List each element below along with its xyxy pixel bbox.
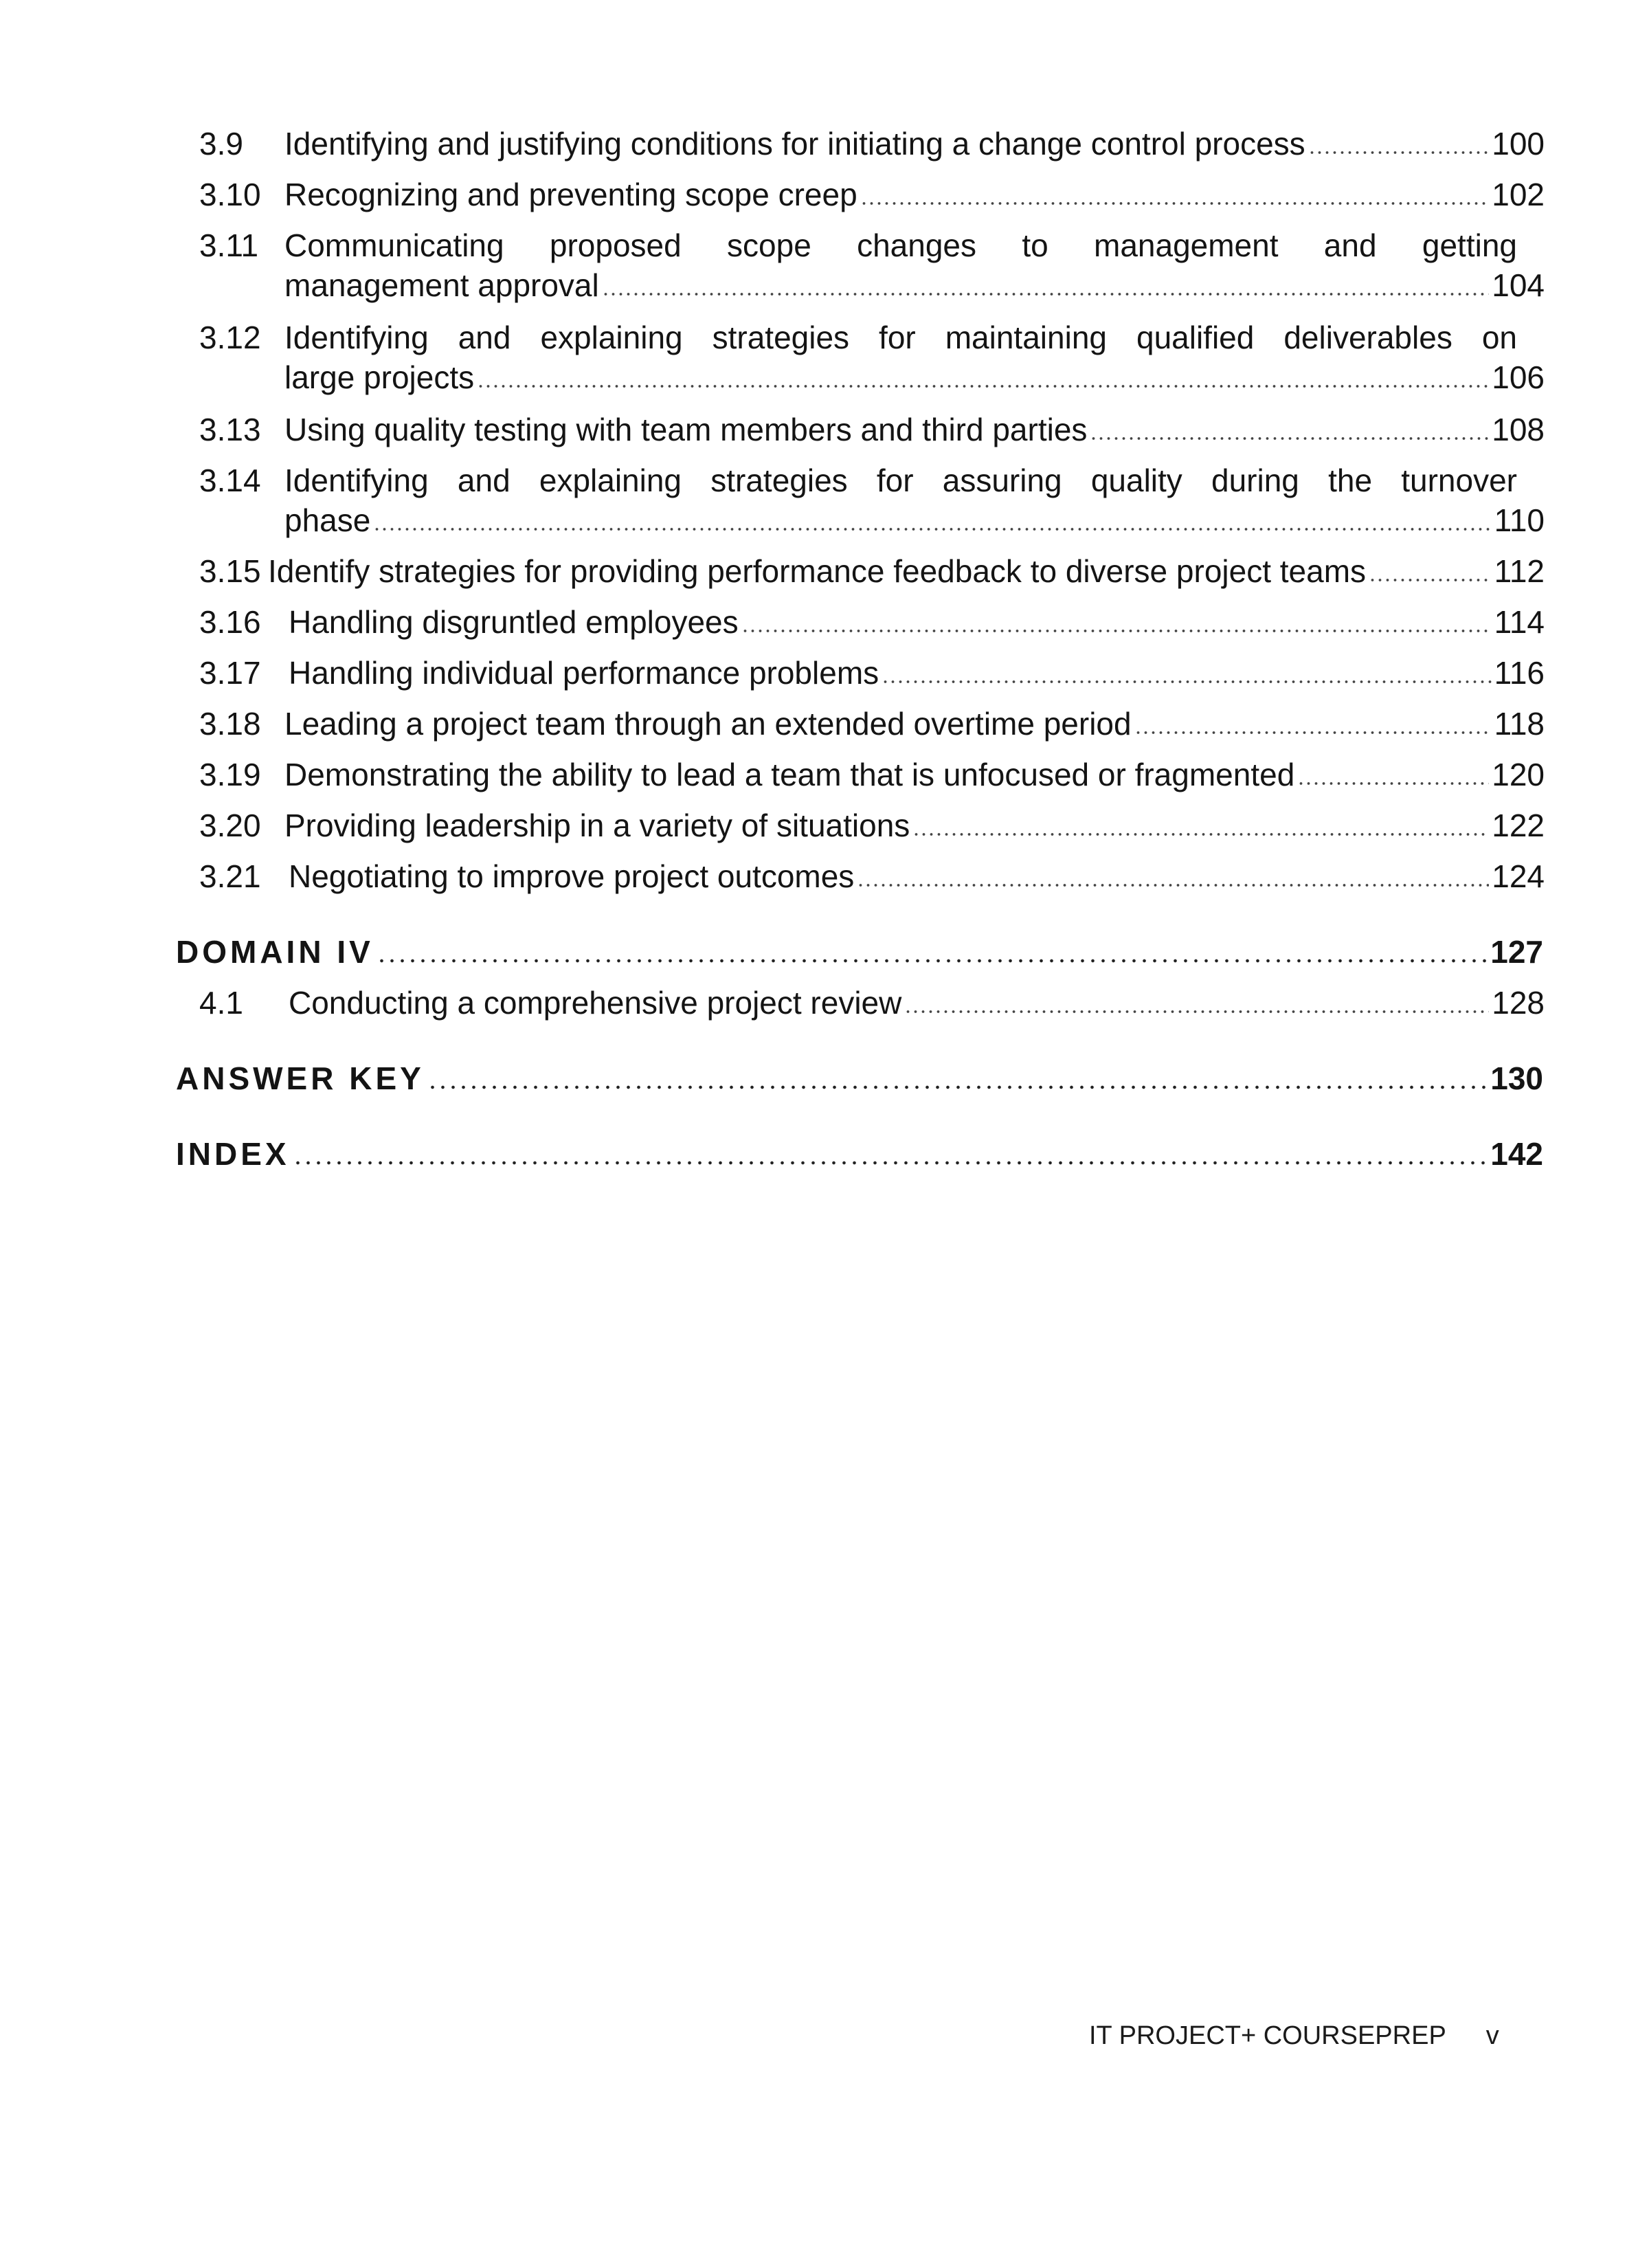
entry-page: 102	[1492, 177, 1545, 212]
toc-entry-3-13	[199, 410, 1545, 449]
entry-title: Using quality testing with team members and third parties	[284, 412, 1088, 447]
index-heading: INDEX	[176, 1136, 290, 1172]
dot-leader	[477, 384, 1489, 388]
entry-title-line1: Identifying and explaining strategies for maintaining qualified deliverables on	[284, 320, 1517, 355]
toc-entry-3-21	[199, 856, 1545, 896]
dot-leader	[1308, 151, 1490, 155]
toc-entry-3-14	[199, 460, 1545, 540]
answer-key-page: 130	[1490, 1060, 1543, 1096]
entry-page: 106	[1492, 359, 1545, 395]
entry-number: 3.17	[199, 655, 261, 691]
dot-leader	[860, 201, 1490, 205]
dot-leader	[741, 629, 1492, 633]
entry-number: 3.14	[199, 463, 261, 498]
entry-title: Conducting a comprehensive project review	[289, 985, 902, 1021]
dot-leader	[373, 527, 1491, 531]
toc-entry-3-15	[199, 551, 1545, 591]
entry-page: 112	[1494, 553, 1545, 589]
entry-number: 3.10	[199, 177, 261, 212]
dot-leader	[427, 1085, 1488, 1089]
entry-title-line1: Communicating proposed scope changes to management and getting	[284, 227, 1517, 263]
dot-leader	[882, 680, 1492, 684]
toc-entry-3-17	[199, 653, 1545, 693]
entry-page: 118	[1494, 706, 1545, 742]
domain-heading: DOMAIN IV	[176, 934, 374, 970]
footer-title: IT PROJECT+ COURSEPREP	[1089, 2021, 1446, 2050]
footer-page-number: v	[1485, 2021, 1499, 2050]
entry-title: Identify strategies for providing performance feedback to diverse project teams	[268, 553, 1367, 589]
toc-entry-3-20	[199, 805, 1545, 845]
entry-number: 3.16	[199, 604, 261, 640]
entry-page: 110	[1494, 502, 1545, 538]
entry-title: Identifying and justifying conditions for initiating a change control process	[284, 126, 1305, 162]
entry-number: 3.21	[199, 858, 261, 894]
dot-leader	[857, 883, 1489, 887]
dot-leader	[602, 292, 1490, 296]
toc-entry-3-19	[199, 755, 1545, 794]
dot-leader	[1134, 731, 1492, 735]
entry-title: Handling disgruntled employees	[289, 604, 739, 640]
entry-number: 3.20	[199, 808, 261, 843]
entry-title: Negotiating to improve project outcomes	[289, 858, 855, 894]
toc-index	[176, 1134, 1543, 1174]
toc-entry-3-18	[199, 704, 1545, 744]
entry-number: 3.15	[199, 553, 261, 589]
toc-entry-3-11	[199, 225, 1545, 305]
entry-page: 120	[1492, 757, 1545, 792]
toc-domain-iv	[176, 932, 1543, 972]
entry-title: Handling individual performance problems	[289, 655, 879, 691]
entry-page: 114	[1494, 604, 1545, 640]
entry-title: Recognizing and preventing scope creep	[284, 177, 857, 212]
entry-page: 104	[1492, 267, 1545, 303]
toc-entry-3-9	[199, 124, 1545, 164]
entry-title-line2: phase	[284, 502, 371, 538]
dot-leader	[293, 1161, 1488, 1165]
domain-page: 127	[1490, 934, 1543, 970]
entry-page: 122	[1492, 808, 1545, 843]
dot-leader	[912, 832, 1489, 836]
toc-entry-3-10	[199, 175, 1545, 214]
entry-page: 124	[1492, 858, 1545, 894]
dot-leader	[377, 959, 1488, 963]
entry-title-line2: large projects	[284, 359, 475, 395]
entry-number: 3.18	[199, 706, 261, 742]
entry-number: 3.12	[199, 320, 261, 355]
toc-entry-4-1	[199, 983, 1545, 1023]
entry-number: 3.9	[199, 126, 243, 162]
dot-leader	[1369, 578, 1492, 582]
toc-answer-key	[176, 1058, 1543, 1098]
toc-entry-3-16	[199, 602, 1545, 642]
entry-page: 116	[1494, 655, 1545, 691]
entry-title-line2: management approval	[284, 267, 599, 303]
entry-title: Leading a project team through an extended overtime period	[284, 706, 1132, 742]
entry-title: Demonstrating the ability to lead a team that is unfocused or fragmented	[284, 757, 1295, 792]
entry-number: 3.13	[199, 412, 261, 447]
entry-title: Providing leadership in a variety of situations	[284, 808, 910, 843]
entry-number: 3.19	[199, 757, 261, 792]
index-page: 142	[1490, 1136, 1543, 1172]
entry-number: 3.11	[199, 227, 259, 263]
answer-key-heading: ANSWER KEY	[176, 1060, 425, 1096]
page-footer	[1089, 2021, 1499, 2051]
dot-leader	[1090, 436, 1489, 441]
toc-entry-3-12	[199, 318, 1545, 397]
entry-title-line1: Identifying and explaining strategies for assuring quality during the turnover	[284, 463, 1517, 498]
dot-leader	[1297, 781, 1489, 786]
dot-leader	[904, 1010, 1489, 1014]
entry-number: 4.1	[199, 985, 243, 1021]
entry-page: 128	[1492, 985, 1545, 1021]
entry-page: 100	[1492, 126, 1545, 162]
entry-page: 108	[1492, 412, 1545, 447]
